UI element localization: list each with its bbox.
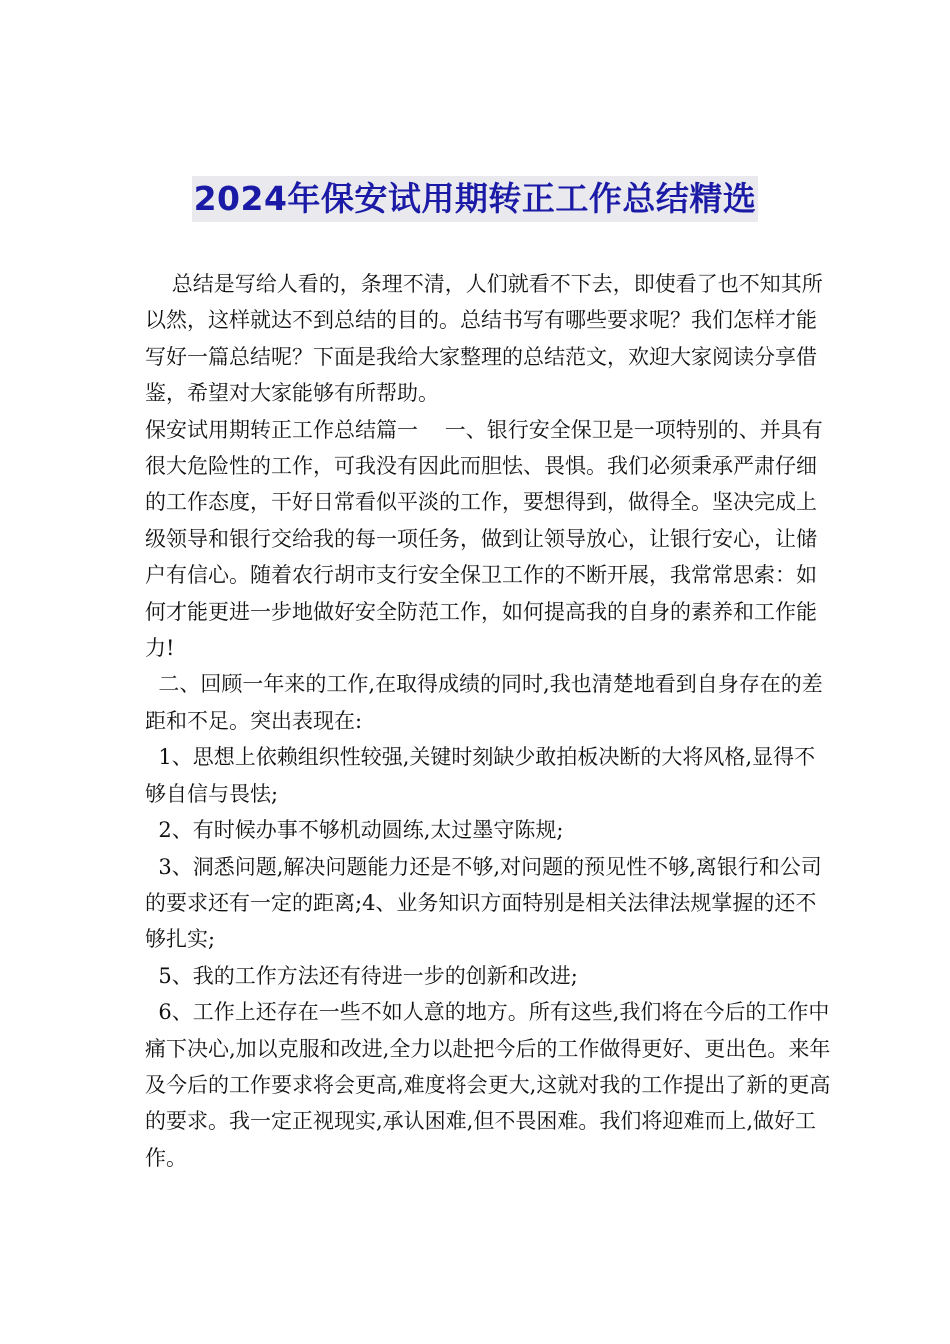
- document-body: [145, 266, 835, 1176]
- list-item-5: 5、我的工作方法还有待进一步的创新和改进;: [145, 963, 578, 988]
- list-item-1: 1、思想上依赖组织性较强,关键时刻缺少敢拍板决断的大将风格,显得不够自信与畏怯;: [145, 745, 816, 806]
- list-item-6: 6、工作上还存在一些不如人意的地方。所有这些,我们将在今后的工作中痛下决心,加以克服和改进,全力以赴把今后的工作做得更好、更出色。来年及今后的工作要求将会更高,难度将会更大,这就对我的工作提出了新的更高的要求。我一定正视现实,承认困难,但不畏困难。我们将迎难而上,做好工作。: [145, 1000, 831, 1170]
- list-item-3-4: 3、洞悉问题,解决问题能力还是不够,对问题的预见性不够,离银行和公司的要求还有一定的距离;4、业务知识方面特别是相关法律法规掌握的还不够扎实;: [145, 854, 822, 952]
- section-two-paragraph: 二、回顾一年来的工作,在取得成绩的同时,我也清楚地看到自身存在的差距和不足。突出表现在:: [145, 672, 823, 733]
- intro-paragraph: 总结是写给人看的，条理不清，人们就看不下去，即使看了也不知其所以然，这样就达不到总结的目的。总结书写有哪些要求呢？我们怎样才能写好一篇总结呢？下面是我给大家整理的总结范文，欢迎大家阅读分享借鉴，希望对大家能够有所帮助。: [145, 272, 823, 406]
- title-container: [0, 176, 950, 222]
- document-title: 2024年保安试用期转正工作总结精选: [192, 176, 759, 222]
- section-one-paragraph: 保安试用期转正工作总结篇一 一、银行安全保卫是一项特别的、并具有很大危险性的工作，可我没有因此而胆怯、畏惧。我们必须秉承严肃仔细的工作态度，干好日常看似平淡的工作，要想得到，做得全。坚决完成上级领导和银行交给我的每一项任务，做到让领导放心，让银行安心，让储户有信心。随着农行胡市支行安全保卫工作的不断开展，我常常思索：如何才能更进一步地做好安全防范工作，如何提高我的自身的素养和工作能力!: [145, 417, 823, 661]
- list-item-2: 2、有时候办事不够机动圆练,太过墨守陈规;: [145, 818, 564, 843]
